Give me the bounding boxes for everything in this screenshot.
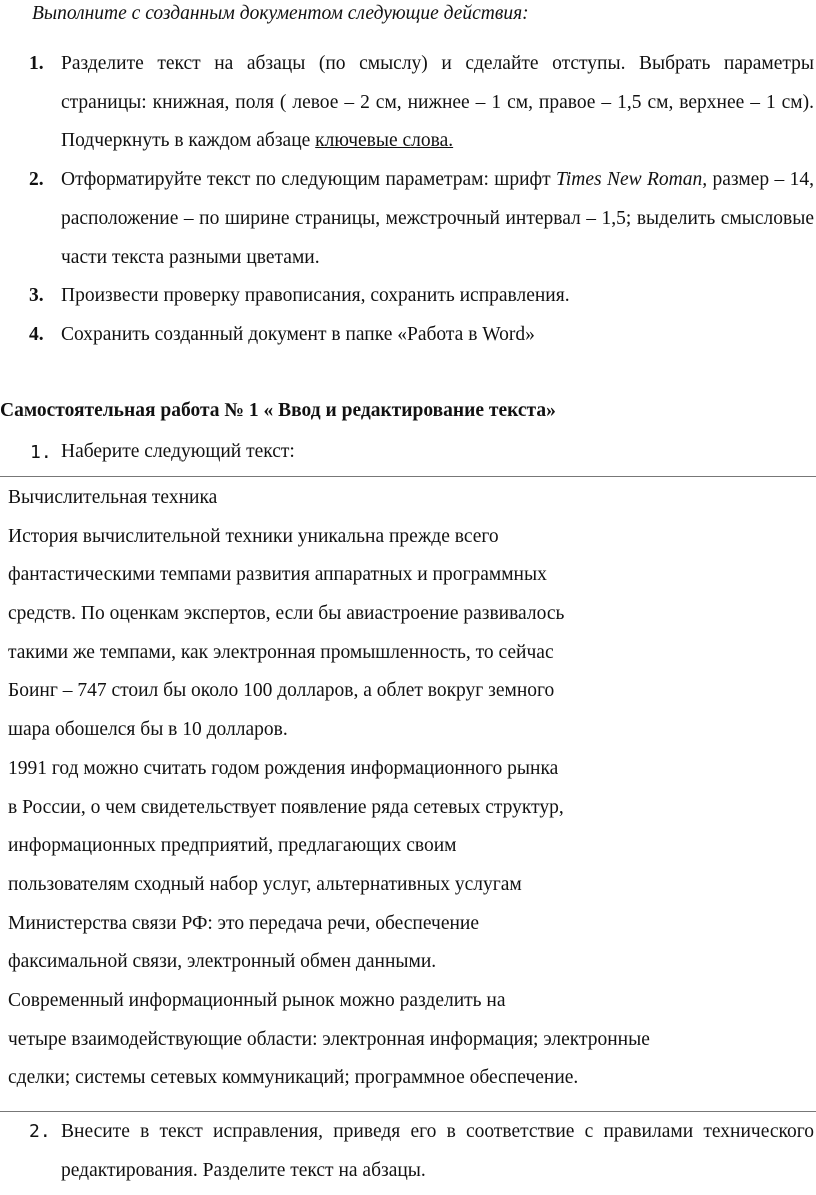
task-item-2 <box>0 161 816 277</box>
task-1-line-3: 1,5 см, верхнее – 1 см). Подчеркнуть в каждом абзаце <box>61 91 815 152</box>
step-number: 1. <box>30 442 52 463</box>
task-item-4 <box>0 316 816 355</box>
task-number: 3. <box>29 285 44 307</box>
text-line: Современный информационный рынок можно разделить на <box>8 989 506 1011</box>
font-name: Times New Roman, <box>556 169 708 191</box>
text-line: факсимальной связи, электронный обмен данными. <box>8 951 437 973</box>
text-line: пользователям сходный набор услуг, альтернативных услугам <box>8 873 522 895</box>
task-list <box>0 45 816 355</box>
text-line: Боинг – 747 стоил бы около 100 долларов, а облет вокруг земного <box>8 680 555 702</box>
text-line: средств. По оценкам экспертов, если бы авиастроение развивалось <box>8 603 565 625</box>
text-line: информационных предприятий, предлагающих своим <box>8 835 457 857</box>
text-line: такими же темпами, как электронная промышленность, то сейчас <box>8 641 554 663</box>
step-1-text: Наберите следующий текст: <box>61 441 295 462</box>
task-item-3 <box>0 277 816 316</box>
text-line: четыре взаимодействующие области: электронная информация; электронные <box>8 1028 650 1050</box>
task-1-line-1: Разделите текст на абзацы (по смыслу) и сделайте отступы. Выбрать <box>61 53 711 74</box>
task-number: 4. <box>29 323 44 345</box>
section-heading: Самостоятельная работа № 1 « Ввод и редактирование текста» <box>0 400 556 421</box>
intro-text: Выполните с созданным документом следующие действия: <box>32 3 529 24</box>
task-number: 1. <box>29 53 44 74</box>
step-2-line-1: Внесите в текст исправления, приведя его в соответствие с правилами <box>61 1121 694 1142</box>
task-1-line-2: параметры страницы: книжная, поля ( левое – 2 см, нижнее – 1 см, правое – <box>61 53 814 113</box>
task-4-text: Сохранить созданный документ в папке «Работа в Word» <box>61 323 535 345</box>
text-line: в России, о чем свидетельствует появление ряда сетевых структур, <box>8 796 564 818</box>
task-2-line-3: 1,5; выделить смысловые части текста разными цветами. <box>61 207 815 268</box>
text-line: сделки; системы сетевых коммуникаций; программное обеспечение. <box>8 1067 579 1089</box>
step-number: 2. <box>29 1121 51 1142</box>
task-3-text: Произвести проверку правописания, сохранить исправления. <box>61 285 570 307</box>
text-lines <box>8 479 650 1098</box>
text-line: История вычислительной техники уникальна прежде всего <box>8 525 499 547</box>
text-line: шара обошелся бы в 10 долларов. <box>8 719 288 741</box>
step-2-line-2: технического редактирования. Разделите текст на абзацы. <box>61 1121 814 1181</box>
step-2-item <box>0 1113 816 1190</box>
step-2 <box>0 1113 816 1190</box>
text-line: Вычислительная техника <box>8 487 218 508</box>
text-line: фантастическими темпами развития аппаратных и программных <box>8 564 547 586</box>
task-2-line-2: размер – 14, расположение – по ширине страницы, межстрочный интервал – <box>61 169 814 229</box>
underlined-keywords: ключевые слова. <box>315 130 454 152</box>
text-line: Министерства связи РФ: это передача речи, обеспечение <box>8 912 480 934</box>
text-line: 1991 год можно считать годом рождения информационного рынка <box>8 757 559 779</box>
task-2-pre: Отформатируйте текст по следующим параметрам: шрифт <box>61 169 557 191</box>
task-item-1 <box>0 45 816 161</box>
text-to-type-box <box>0 476 816 1112</box>
task-number: 2. <box>29 169 44 191</box>
